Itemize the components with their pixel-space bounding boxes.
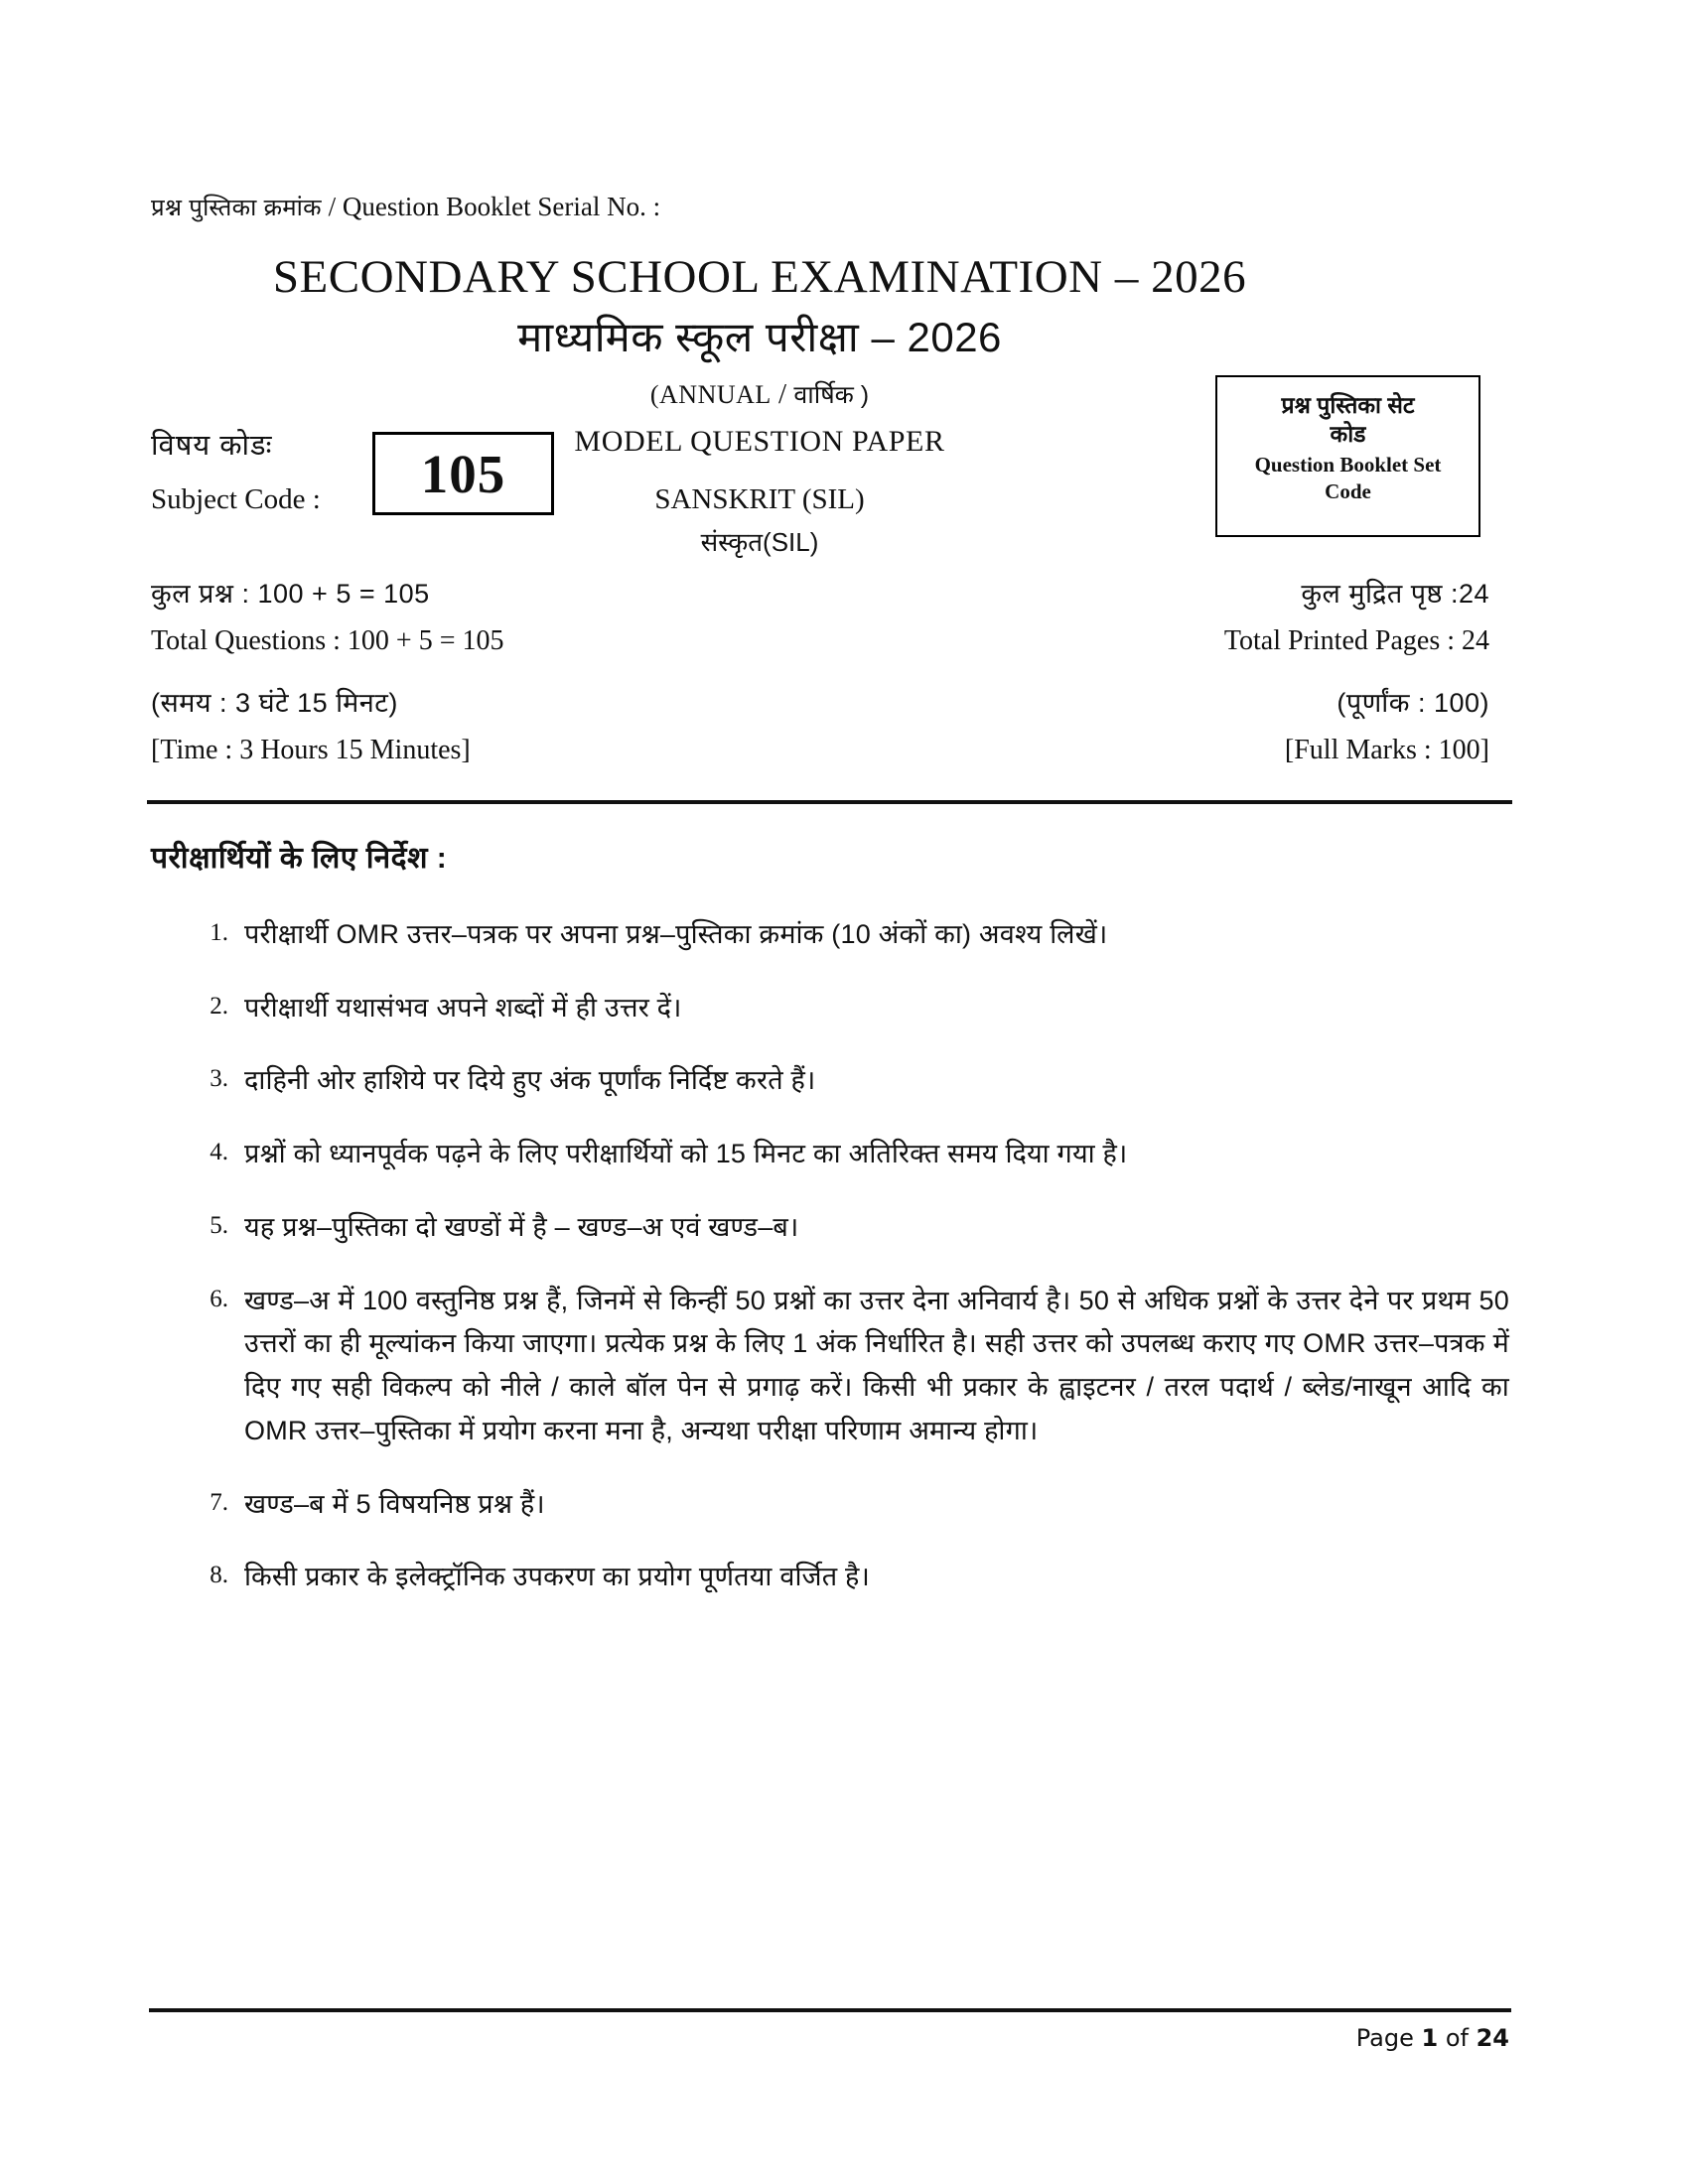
instruction-text: खण्ड–ब में 5 विषयनिष्ठ प्रश्न हैं। — [244, 1488, 545, 1519]
exam-mode-english: (ANNUAL — [649, 380, 772, 409]
instruction-number: 1. — [210, 919, 228, 946]
instruction-item — [199, 1206, 1509, 1250]
total-printed-pages-hindi: कुल मुद्रित पृष्ठ :24 — [1301, 579, 1489, 609]
set-code-label-english-line1: Question Booklet Set — [1254, 452, 1442, 477]
instruction-text: परीक्षार्थी OMR उत्तर–पत्रक पर अपना प्रश्न–पुस्तिका क्रमांक (10 अंकों का) अवश्य लिखें। — [244, 919, 1108, 949]
full-marks-hindi: (पूर्णांक : 100) — [1336, 688, 1489, 718]
subject-name-english: SANSKRIT (SIL) — [654, 483, 865, 515]
subject-name-hindi: संस्कृत(SIL) — [700, 527, 819, 557]
exam-time-english: [Time : 3 Hours 15 Minutes] — [151, 735, 471, 765]
booklet-serial-line — [151, 191, 660, 223]
instruction-number: 8. — [210, 1562, 228, 1589]
set-code-label-hindi-line2: कोड — [1330, 420, 1366, 447]
total-questions-hindi: कुल प्रश्न : 100 + 5 = 105 — [151, 579, 430, 609]
subject-code-label-english: Subject Code : — [151, 483, 321, 515]
page-total-number: 24 — [1476, 2024, 1509, 2052]
instruction-text: प्रश्नों को ध्यानपूर्वक पढ़ने के लिए परीक्षार्थियों को 15 मिनट का अतिरिक्त समय दिया गया है। — [244, 1139, 1128, 1169]
booklet-serial-label-en: Question Booklet Serial No. : — [342, 192, 661, 221]
instruction-item — [199, 987, 1509, 1030]
instruction-text: किसी प्रकार के इलेक्ट्रॉनिक उपकरण का प्रयोग पूर्णतया वर्जित है। — [244, 1562, 871, 1592]
instruction-item — [199, 1556, 1509, 1599]
instruction-item — [199, 913, 1509, 957]
page-label-of: of — [1438, 2024, 1477, 2052]
instruction-number: 6. — [210, 1285, 228, 1312]
full-marks-english: [Full Marks : 100] — [1284, 735, 1489, 765]
instructions-heading: परीक्षार्थियों के लिए निर्देश : — [151, 842, 448, 875]
instruction-number: 5. — [210, 1211, 228, 1239]
instruction-number: 3. — [210, 1065, 228, 1093]
set-code-label-hindi-line1: प्रश्न पुस्तिका सेट — [1281, 392, 1415, 418]
instruction-text: दाहिनी ओर हाशिये पर दिये हुए अंक पूर्णांक निर्दिष्ट करते हैं। — [244, 1065, 816, 1096]
subject-code-label-hindi: विषय कोडः — [151, 430, 273, 462]
page-label-prefix: Page — [1355, 2024, 1422, 2052]
instruction-text: यह प्रश्न–पुस्तिका दो खण्डों में है – खण्ड–अ एवं खण्ड–ब। — [244, 1211, 799, 1242]
instruction-number: 7. — [210, 1488, 228, 1516]
page-number-footer — [1356, 2024, 1509, 2052]
instruction-item — [199, 1483, 1509, 1527]
instruction-text: परीक्षार्थी यथासंभव अपने शब्दों में ही उत्तर दें। — [244, 992, 682, 1023]
total-questions-english: Total Questions : 100 + 5 = 105 — [151, 625, 504, 656]
model-question-paper-label: MODEL QUESTION PAPER — [574, 425, 945, 458]
exam-time-hindi: (समय : 3 घंटे 15 मिनट) — [151, 688, 398, 718]
subject-code-value: 105 — [420, 443, 506, 504]
instructions-list — [199, 913, 1509, 1629]
instruction-item — [199, 1133, 1509, 1176]
instruction-number: 4. — [210, 1139, 228, 1166]
instruction-item — [199, 1059, 1509, 1103]
instruction-number: 2. — [210, 992, 228, 1020]
exam-title-hindi: माध्यमिक स्कूल परीक्षा – 2026 — [517, 314, 1002, 360]
header-divider — [147, 800, 1512, 804]
question-booklet-set-code-box[interactable] — [1215, 375, 1480, 537]
total-printed-pages-english: Total Printed Pages : 24 — [1223, 625, 1489, 656]
page-current-number: 1 — [1421, 2024, 1439, 2052]
exam-title-english: SECONDARY SCHOOL EXAMINATION – 2026 — [272, 251, 1247, 303]
booklet-serial-separator: / — [321, 192, 343, 221]
instruction-item — [199, 1280, 1509, 1453]
set-code-label-english-line2: Code — [1325, 478, 1371, 503]
footer-divider — [149, 2008, 1511, 2012]
exam-mode-hindi: वार्षिक ) — [793, 381, 870, 409]
exam-mode-separator: / — [771, 378, 794, 410]
instruction-text: खण्ड–अ में 100 वस्तुनिष्ठ प्रश्न हैं, जिनमें से किन्हीं 50 प्रश्नों का उत्तर देना अनिवार्य है। 50 से अधिक प्रश्नों के उत्तर देने पर प्रथम 50 उत्तरों का ही मूल्यांकन किया जाएगा। प्रत्येक प्रश्न के लिए 1 अंक निर्धारित है। सही उत्तर को उपलब्ध कराए गए OMR उत्तर–पत्रक में दिए गए सही विकल्प को नीले / काले बॉल पेन से प्रगाढ़ करें। किसी भी प्रकार के ह्वाइटनर / तरल पदार्थ / ब्लेड/नाखून आदि का OMR उत्तर–पुस्तिका में प्रयोग करना मना है, अन्यथा परीक्षा परिणाम अमान्य होगा। — [244, 1285, 1509, 1445]
booklet-serial-label-hi: प्रश्न पुस्तिका क्रमांक — [151, 195, 322, 221]
subject-code-box — [372, 432, 554, 515]
